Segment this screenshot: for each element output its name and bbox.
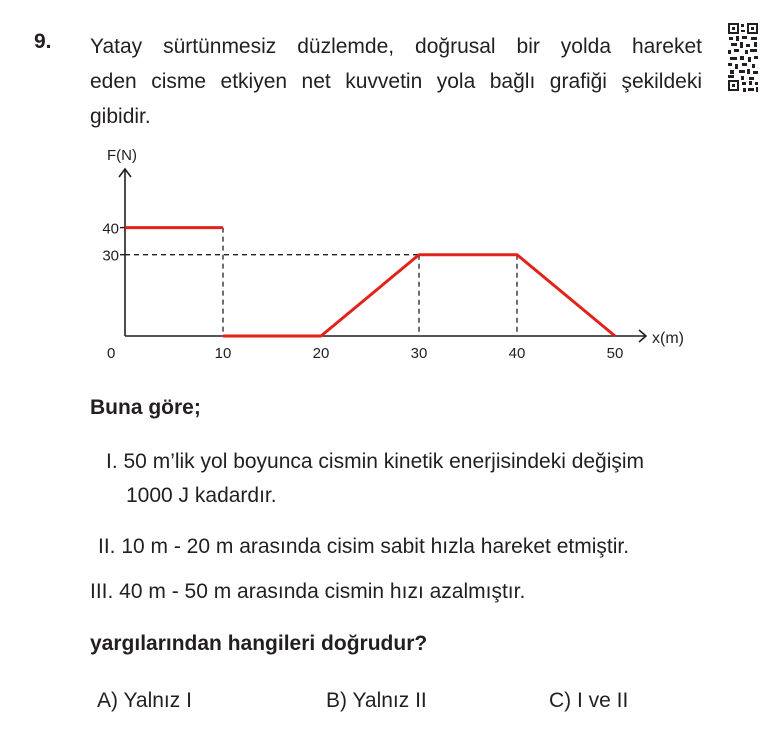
statement-line: 1000 J kadardır. <box>126 484 277 507</box>
question-lead: Buna göre; <box>90 396 201 419</box>
x-tick-label: 40 <box>508 345 526 362</box>
statement-1 <box>106 445 644 513</box>
option-b[interactable]: B) Yalnız II <box>326 689 427 712</box>
question-closing: yargılarından hangileri doğrudur? <box>90 632 428 655</box>
x-axis-label: x(m) <box>652 330 684 347</box>
chart-axes <box>119 169 646 342</box>
guide-lines <box>125 228 517 336</box>
option-a[interactable]: A) Yalnız I <box>97 689 192 712</box>
stem-line: eden cisme etkiyen net kuvvetin yola bağlı grafiği şekildeki <box>90 70 702 93</box>
y-axis-label: F(N) <box>107 147 137 164</box>
option-c[interactable]: C) I ve II <box>549 689 629 712</box>
x-tick-label: 50 <box>606 345 624 362</box>
y-tick-label: 30 <box>102 247 119 265</box>
x-tick-label: 10 <box>214 345 232 362</box>
statement-line: II. 10 m - 20 m arasında cisim sabit hızla hareket etmiştir. <box>98 535 630 558</box>
statement-2 <box>98 530 629 564</box>
stem-line: gibidir. <box>90 105 151 128</box>
question-number: 9. <box>34 30 52 53</box>
y-tick-label: 40 <box>102 220 119 238</box>
statement-line: III. 40 m - 50 m arasında cismin hızı azalmıştır. <box>90 580 526 603</box>
statement-line: I. 50 m’lik yol boyunca cismin kinetik enerjisindeki değişim <box>106 450 645 473</box>
statement-3 <box>90 575 525 609</box>
x-tick-label: 20 <box>312 345 330 362</box>
x-tick-label: 30 <box>410 345 428 362</box>
chart-series <box>125 228 615 336</box>
origin-label: 0 <box>107 345 116 362</box>
stem-line: Yatay sürtünmesiz düzlemde, doğrusal bir yolda hareket <box>90 35 702 58</box>
